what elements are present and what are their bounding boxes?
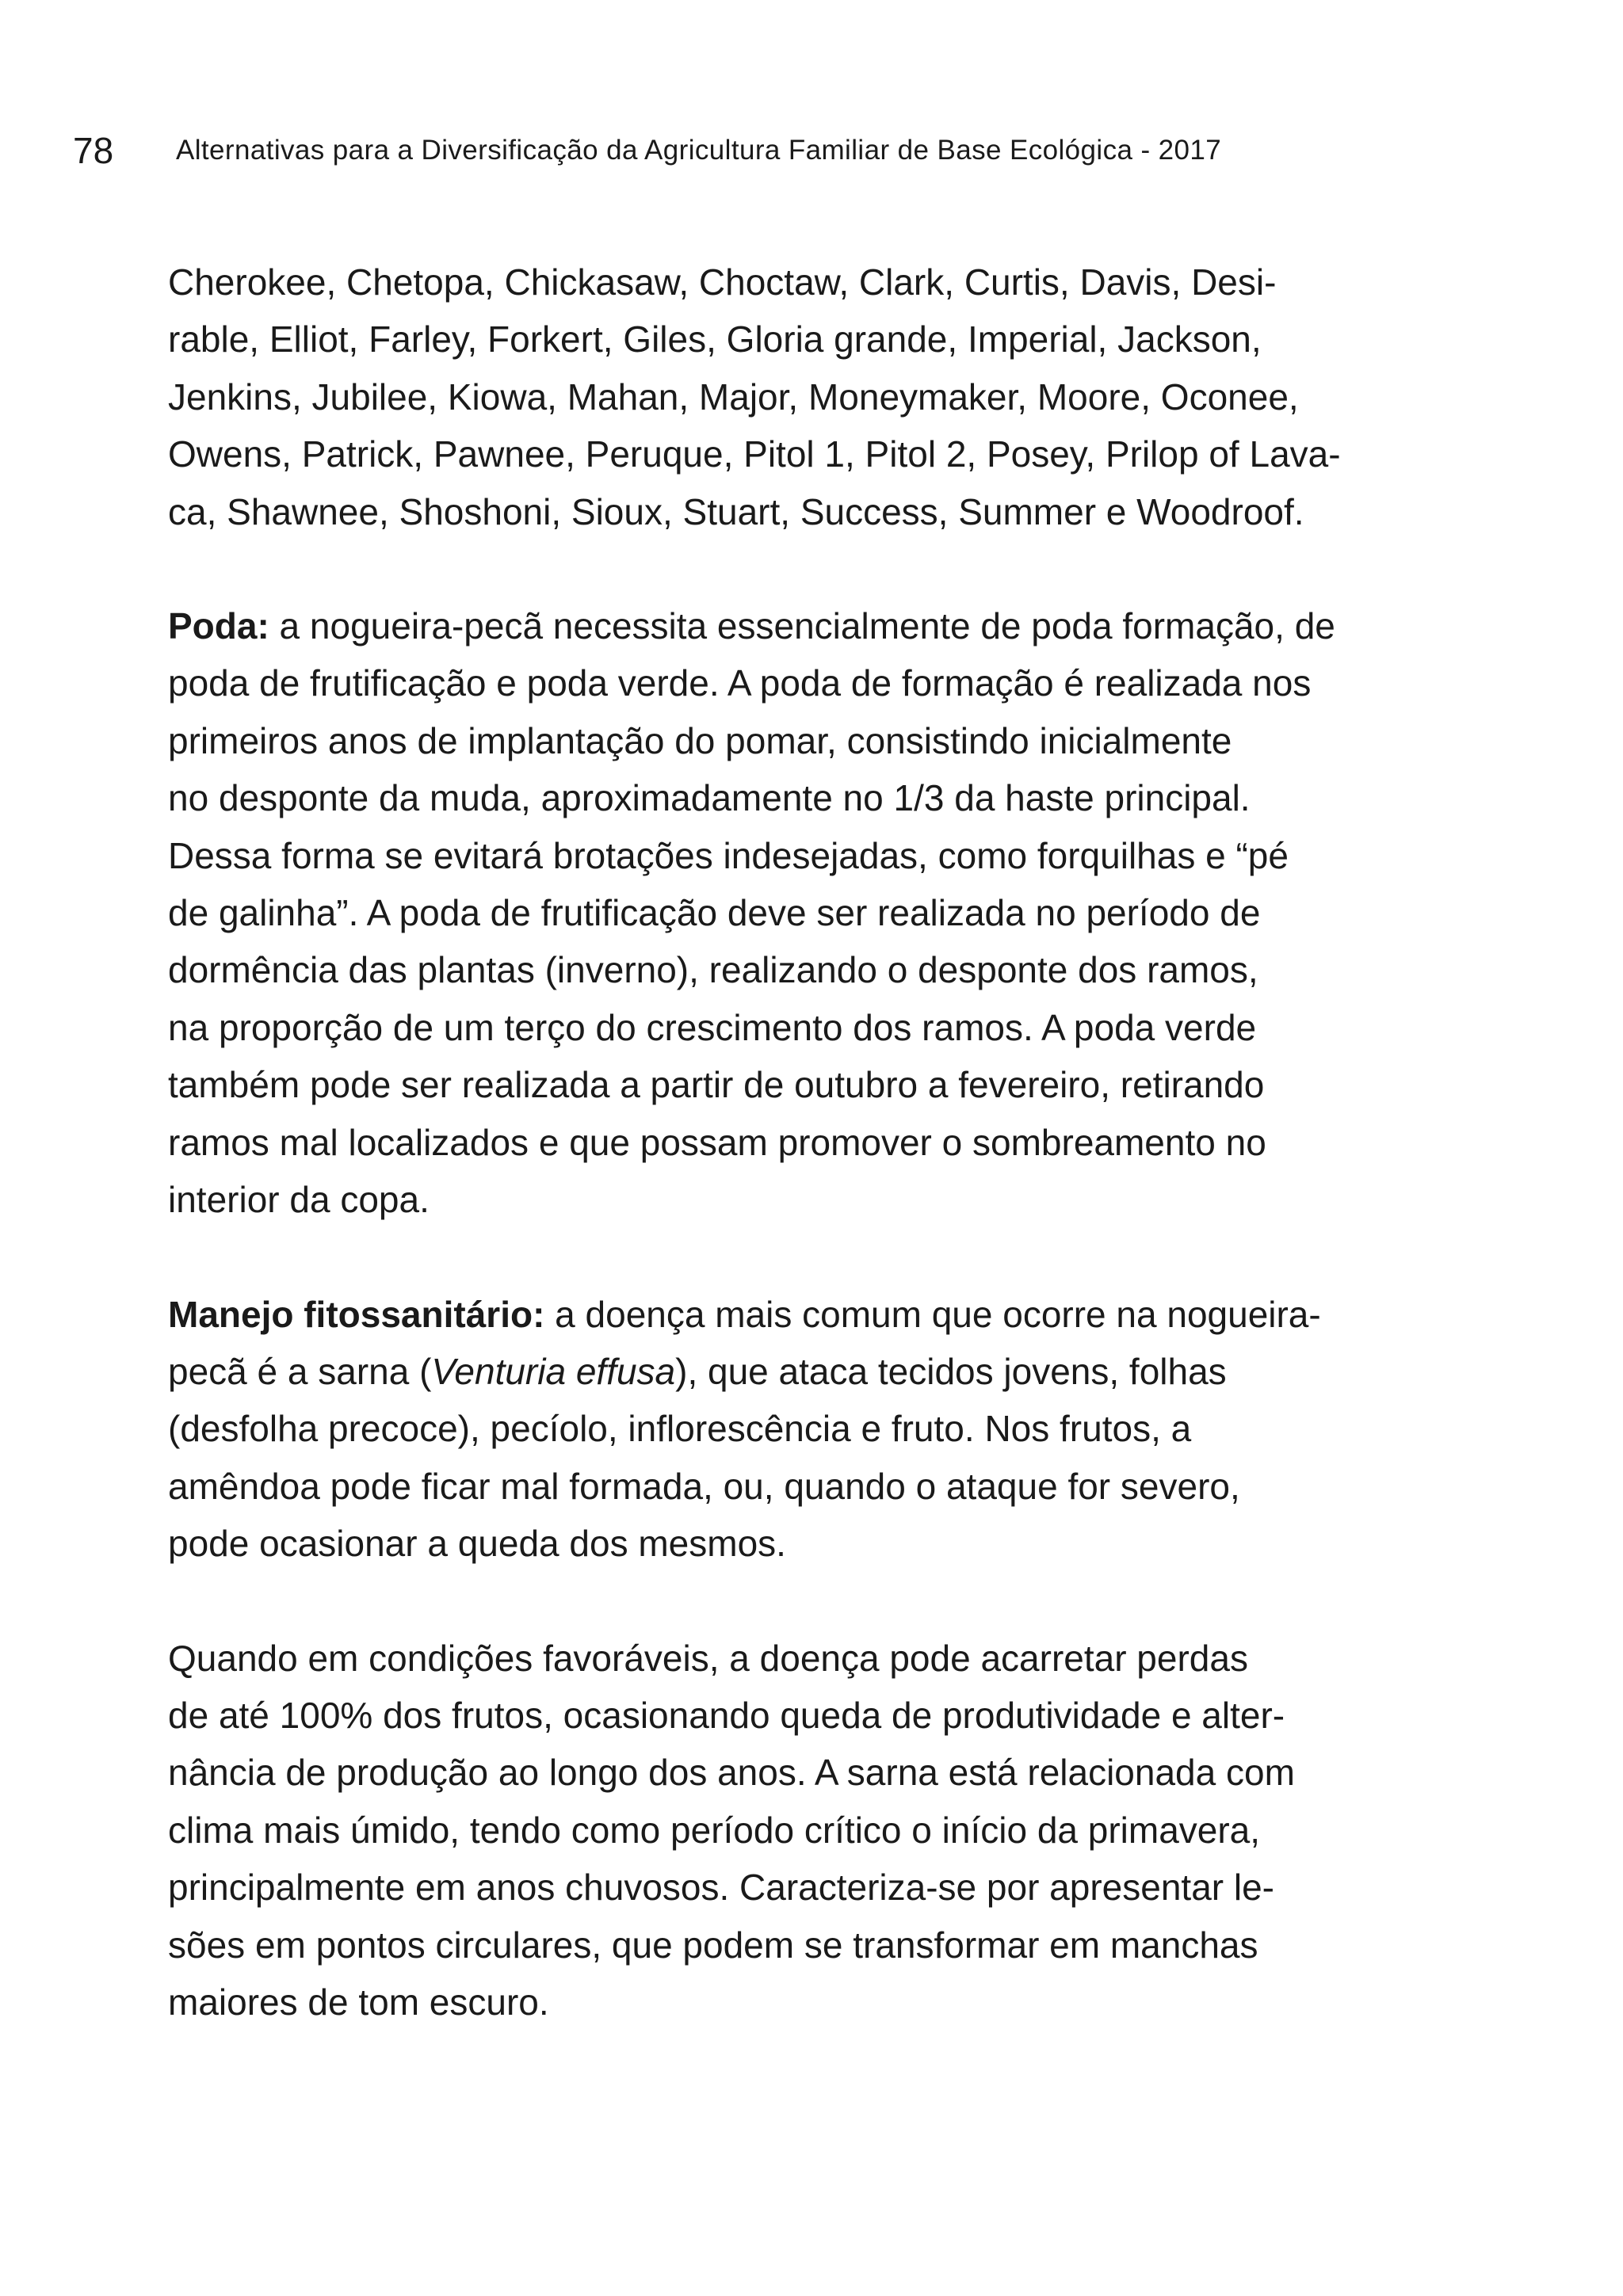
text-line: Cherokee, Chetopa, Chickasaw, Choctaw, Clark, Curtis, Davis, Desi-: [168, 261, 1277, 303]
text-line: Poda: a nogueira-pecã necessita essencialmente de poda formação, de: [168, 605, 1335, 647]
text-line: Jenkins, Jubilee, Kiowa, Mahan, Major, Moneymaker, Moore, Oconee,: [168, 376, 1299, 418]
text-line: de até 100% dos frutos, ocasionando queda de produtividade e alter-: [168, 1694, 1285, 1736]
text-line: Manejo fitossanitário: a doença mais comum que ocorre na nogueira-: [168, 1293, 1321, 1335]
text-line: Dessa forma se evitará brotações indesejadas, como forquilhas e “pé: [168, 834, 1289, 876]
text-line: no desponte da muda, aproximadamente no 1/3 da haste principal.: [168, 777, 1251, 819]
paragraph-manejo: [168, 1286, 1468, 1573]
text-line: sões em pontos circulares, que podem se transformar em manchas: [168, 1924, 1258, 1966]
text-line: interior da copa.: [168, 1179, 430, 1221]
text-line: de galinha”. A poda de frutificação deve ser realizada no período de: [168, 892, 1261, 934]
text-line: (desfolha precoce), pecíolo, inflorescência e fruto. Nos frutos, a: [168, 1408, 1192, 1450]
text-line: Quando em condições favoráveis, a doença pode acarretar perdas: [168, 1637, 1248, 1679]
body-text: [168, 254, 1468, 2088]
text-line: rable, Elliot, Farley, Forkert, Giles, Gloria grande, Imperial, Jackson,: [168, 318, 1262, 360]
text-line: primeiros anos de implantação do pomar, consistindo inicialmente: [168, 719, 1232, 761]
running-title: Alternativas para a Diversificação da Agricultura Familiar de Base Ecológica - 2017: [176, 135, 1222, 166]
text-line: ca, Shawnee, Shoshoni, Sioux, Stuart, Success, Summer e Woodroof.: [168, 490, 1304, 532]
paragraph-sarna: [168, 1630, 1468, 2031]
text-line: também pode ser realizada a partir de outubro a fevereiro, retirando: [168, 1064, 1265, 1106]
section-lead-manejo: Manejo fitossanitário:: [168, 1293, 545, 1335]
text-line: pecã é a sarna (Venturia effusa), que ataca tecidos jovens, folhas: [168, 1350, 1227, 1392]
text-line: dormência das plantas (inverno), realizando o desponte dos ramos,: [168, 949, 1258, 991]
text-line: na proporção de um terço do crescimento dos ramos. A poda verde: [168, 1006, 1257, 1048]
paragraph-cultivars: [168, 254, 1468, 540]
text-line: poda de frutificação e poda verde. A poda de formação é realizada nos: [168, 662, 1312, 704]
text-line: ramos mal localizados e que possam promover o sombreamento no: [168, 1121, 1266, 1163]
paragraph-poda: [168, 597, 1468, 1228]
section-lead-poda: Poda:: [168, 605, 269, 647]
text-line: maiores de tom escuro.: [168, 1981, 549, 2023]
species-name: Venturia effusa: [431, 1350, 676, 1392]
text-line: principalmente em anos chuvosos. Caracteriza-se por apresentar le-: [168, 1867, 1274, 1909]
text-line: pode ocasionar a queda dos mesmos.: [168, 1523, 786, 1565]
text-line: nância de produção ao longo dos anos. A sarna está relacionada com: [168, 1752, 1295, 1794]
text-line: amêndoa pode ficar mal formada, ou, quando o ataque for severo,: [168, 1465, 1240, 1507]
text-line: Owens, Patrick, Pawnee, Peruque, Pitol 1, Pitol 2, Posey, Prilop of Lava-: [168, 433, 1341, 475]
text-line: clima mais úmido, tendo como período crítico o início da primavera,: [168, 1809, 1261, 1851]
page-header: [73, 127, 1547, 174]
page-number: 78: [73, 130, 114, 171]
